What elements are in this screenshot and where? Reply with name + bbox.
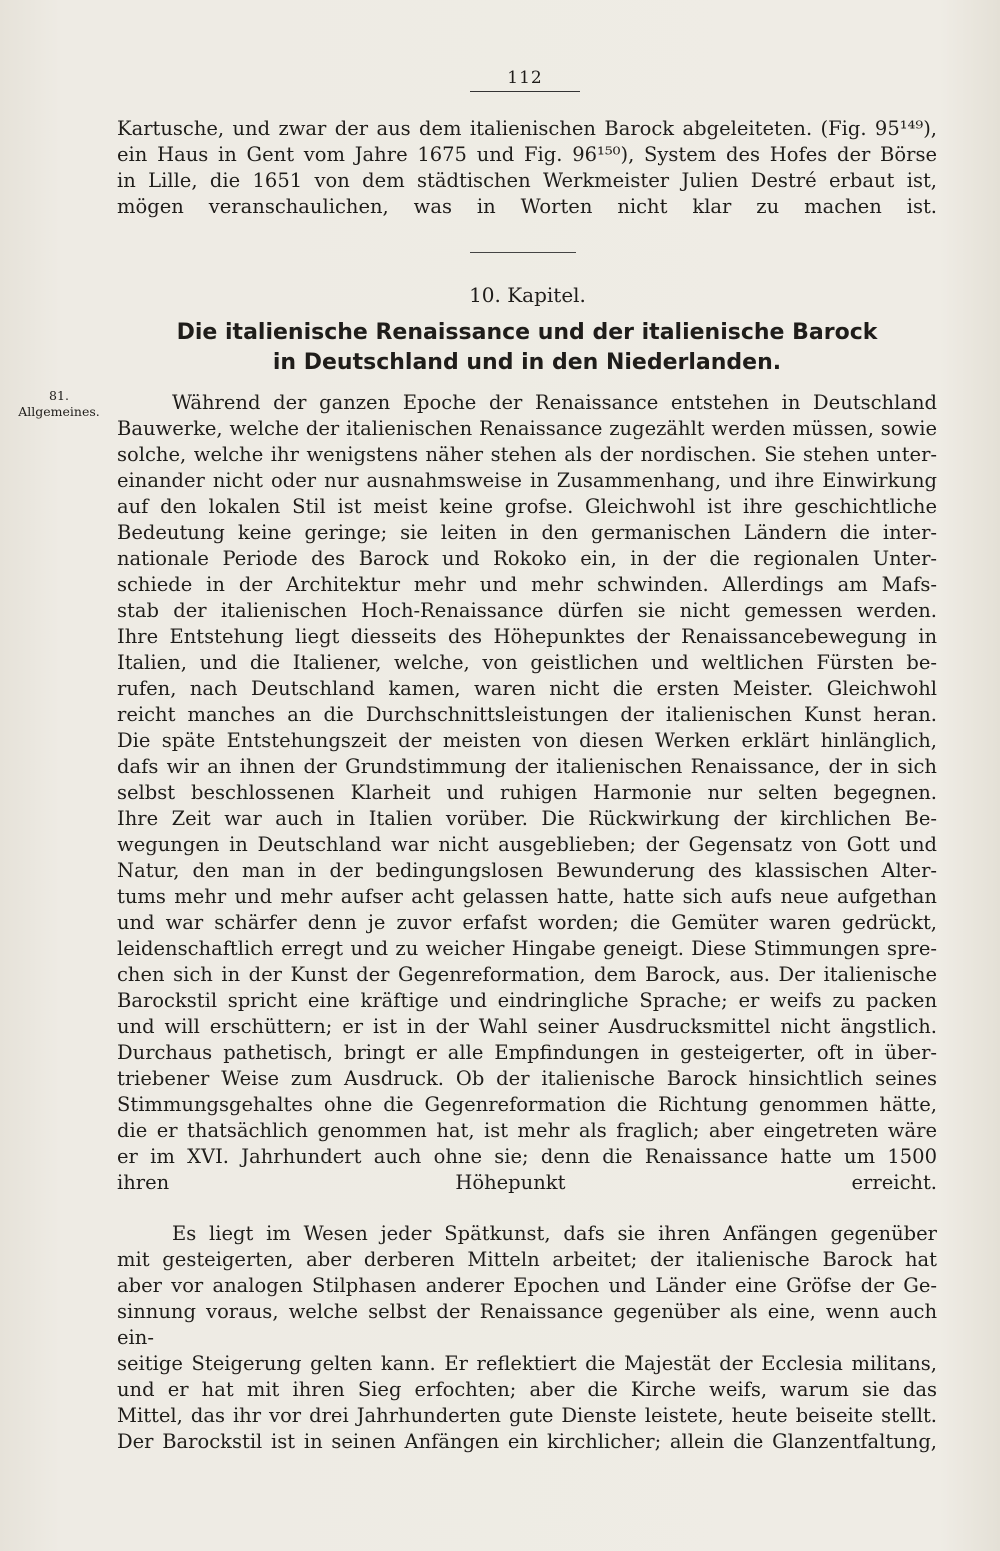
- chapter-title-line: in Deutschland und in den Niederlanden.: [272, 350, 782, 375]
- chapter-title: [117, 318, 937, 378]
- text-line: Ihre Entstehung liegt diesseits des Höhepunktes der Renaissancebewegung in: [117, 625, 937, 648]
- text-line: Durchaus pathetisch, bringt er alle Empfindungen in gesteigerter, oft in über-: [117, 1041, 937, 1064]
- text-line: tums mehr und mehr aufser acht gelassen hatte, hatte sich aufs neue aufgethan: [117, 885, 937, 908]
- text-line: auf den lokalen Stil ist meist keine grofse. Gleichwohl ist ihre geschichtliche: [117, 495, 937, 518]
- text-line: und war schärfer denn je zuvor erfafst worden; die Gemüter waren gedrückt,: [117, 911, 937, 934]
- text-line: reicht manches an die Durchschnittsleistungen der italienischen Kunst heran.: [117, 703, 937, 726]
- text-line: selbst beschlossenen Klarheit und ruhigen Harmonie nur selten begegnen.: [117, 781, 937, 804]
- text-line: Es liegt im Wesen jeder Spätkunst, dafs sie ihren Anfängen gegenüber: [172, 1222, 937, 1245]
- margin-note-label: Allgemeines.: [18, 404, 100, 419]
- text-line: aber vor analogen Stilphasen anderer Epochen und Länder eine Gröfse der Ge-: [117, 1274, 937, 1297]
- text-line: chen sich in der Kunst der Gegenreformation, dem Barock, aus. Der italienische: [117, 963, 937, 986]
- text-line: rufen, nach Deutschland kamen, waren nicht die ersten Meister. Gleichwohl: [117, 677, 937, 700]
- text-line: ein Haus in Gent vom Jahre 1675 und Fig. 96¹⁵⁰), System des Hofes der Börse: [117, 143, 937, 166]
- body-paragraph-1: [117, 390, 937, 1196]
- text-line: sinnung voraus, welche selbst der Renaissance gegenüber als eine, wenn auch ein-: [117, 1300, 937, 1349]
- margin-note: [14, 388, 104, 420]
- text-line: dafs wir an ihnen der Grundstimmung der italienischen Renaissance, der in sich: [117, 755, 937, 778]
- text-line: Bauwerke, welche der italienischen Renaissance zugezählt werden müssen, sowie: [117, 417, 937, 440]
- text-line: einander nicht oder nur ausnahmsweise in Zusammenhang, und ihre Einwirkung: [117, 469, 937, 492]
- text-line: mögen veranschaulichen, was in Worten nicht klar zu machen ist.: [117, 195, 937, 218]
- text-line: Mittel, das ihr vor drei Jahrhunderten gute Dienste leistete, heute beiseite stellt.: [117, 1404, 937, 1427]
- text-line: und er hat mit ihren Sieg erfochten; aber die Kirche weifs, warum sie das: [117, 1378, 937, 1401]
- text-line: solche, welche ihr wenigstens näher stehen als der nordischen. Sie stehen unter-: [117, 443, 937, 466]
- chapter-title-line: Die italienische Renaissance und der italienische Barock: [176, 320, 878, 345]
- text-line: schiede in der Architektur mehr und mehr schwinden. Allerdings am Mafs-: [117, 573, 937, 596]
- text-line: Kartusche, und zwar der aus dem italienischen Barock abgeleiteten. (Fig. 95¹⁴⁹),: [117, 117, 937, 140]
- text-line: seitige Steigerung gelten kann. Er reflektiert die Majestät der Ecclesia militans,: [117, 1352, 937, 1375]
- text-line: Natur, den man in der bedingungslosen Bewunderung des klassischen Alter-: [117, 859, 937, 882]
- header-rule: [470, 91, 580, 92]
- page-number: 112: [507, 68, 543, 88]
- text-line: Ihre Zeit war auch in Italien vorüber. Die Rückwirkung der kirchlichen Be-: [117, 807, 937, 830]
- text-line: mit gesteigerten, aber derberen Mitteln arbeitet; der italienische Barock hat: [117, 1248, 937, 1271]
- text-line: wegungen in Deutschland war nicht ausgeblieben; der Gegensatz von Gott und: [117, 833, 937, 856]
- text-line: er im XVI. Jahrhundert auch ohne sie; denn die Renaissance hatte um 1500: [117, 1145, 937, 1168]
- text-line: stab der italienischen Hoch-Renaissance dürfen sie nicht gemessen werden.: [117, 599, 937, 622]
- intro-paragraph: [117, 116, 937, 220]
- text-line: Der Barockstil ist in seinen Anfängen ein kirchlicher; allein die Glanzentfaltung,: [117, 1430, 937, 1453]
- body-paragraph-2: [117, 1221, 937, 1455]
- text-line: in Lille, die 1651 von dem städtischen Werkmeister Julien Destré erbaut ist,: [117, 169, 937, 192]
- text-line: Italien, und die Italiener, welche, von geistlichen und weltlichen Fürsten be-: [117, 651, 937, 674]
- text-line: leidenschaftlich erregt und zu weicher Hingabe geneigt. Diese Stimmungen spre-: [117, 937, 937, 960]
- text-line: Bedeutung keine geringe; sie leiten in den germanischen Ländern die inter-: [117, 521, 937, 544]
- text-line: triebener Weise zum Ausdruck. Ob der italienische Barock hinsichtlich seines: [117, 1067, 937, 1090]
- text-line: Während der ganzen Epoche der Renaissance entstehen in Deutschland: [172, 391, 937, 414]
- text-line: die er thatsächlich genommen hat, ist mehr als fraglich; aber eingetreten wäre: [117, 1119, 937, 1142]
- text-line: nationale Periode des Barock und Rokoko ein, in der die regionalen Unter-: [117, 547, 937, 570]
- margin-note-number: 81.: [49, 388, 69, 403]
- text-line: Barockstil spricht eine kräftige und eindringliche Sprache; er weifs zu packen: [117, 989, 937, 1012]
- text-line: und will erschüttern; er ist in der Wahl seiner Ausdrucksmittel nicht ängstlich.: [117, 1015, 937, 1038]
- chapter-label: 10. Kapitel.: [469, 283, 586, 307]
- text-line: ihren Höhepunkt erreicht.: [117, 1171, 937, 1194]
- text-line: Die späte Entstehungszeit der meisten von diesen Werken erklärt hinlänglich,: [117, 729, 937, 752]
- text-line: Stimmungsgehaltes ohne die Gegenreformation die Richtung genommen hätte,: [117, 1093, 937, 1116]
- section-separator: [470, 252, 576, 253]
